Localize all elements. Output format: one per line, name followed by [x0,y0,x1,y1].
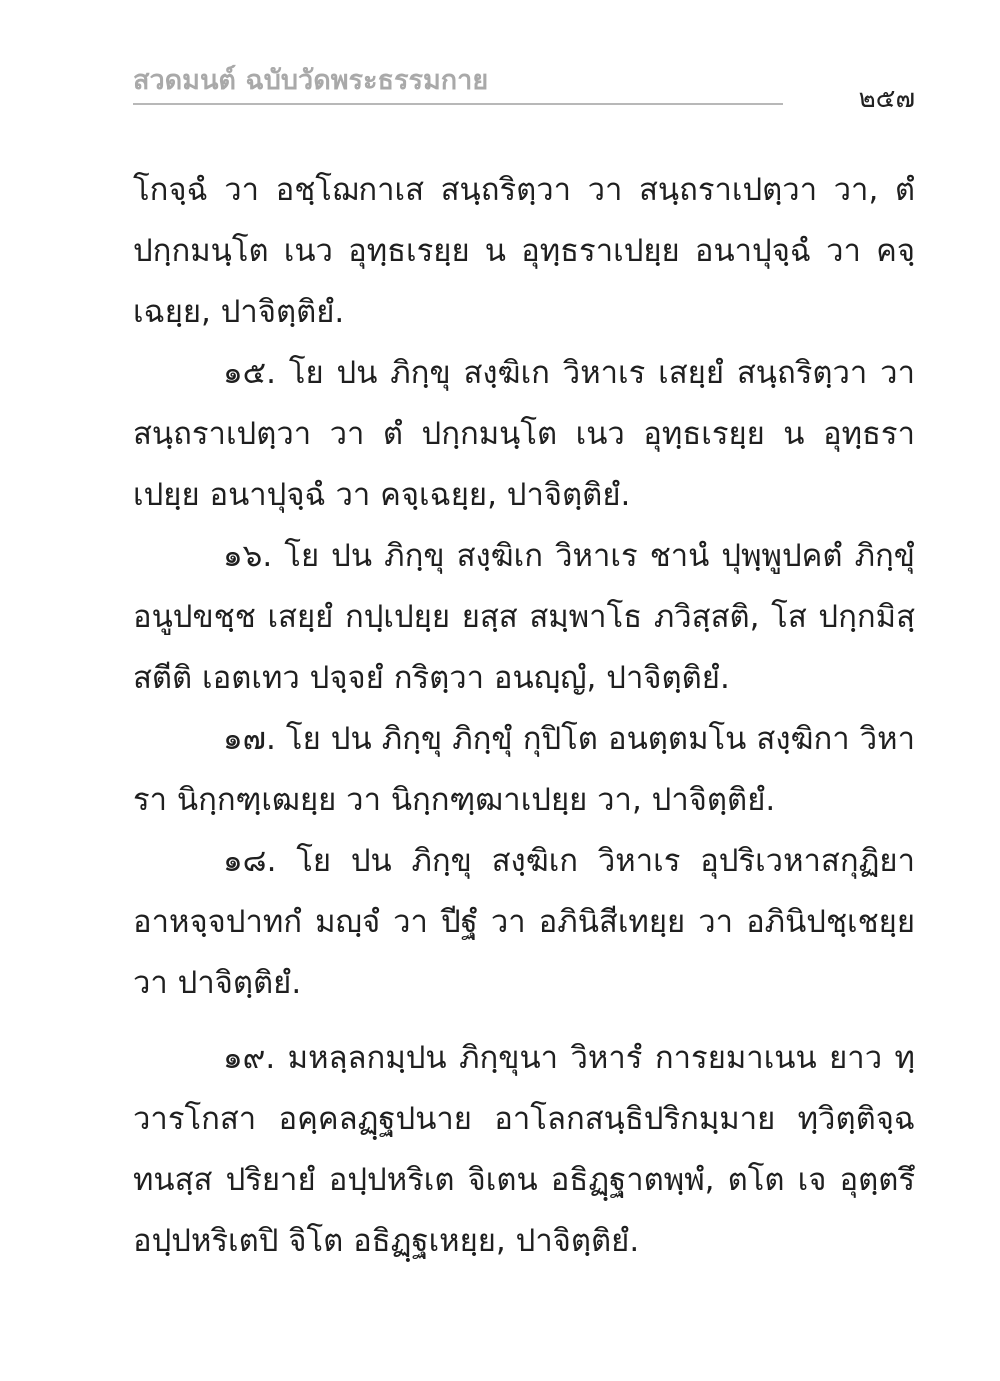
paragraph-rule-18: ๑๘. โย ปน ภิกฺขุ สงฺฆิเก วิหาเร อุปริเวหาสกุฏิยา อาหจฺจปาทกํ มญฺจํ วา ปีฐํ วา อภินิสีเทยฺย วา อภินิปชฺเชยฺย วา ปาจิตฺติยํ. [133,843,915,1001]
page-body [133,160,915,1272]
paragraph-rule-19: ๑๙. มหลฺลกมฺปน ภิกฺขุนา วิหารํ การยมาเนน ยาว ทฺวารโกสา อคฺคลฏฺฐปนาย อาโลกสนฺธิปริกมฺมาย ทฺวิตฺติจฺฉทนสฺส ปริยายํ อปฺปหริเต จิเตน อธิฏฺฐาตพฺพํ, ตโต เจ อุตฺตรึ อปฺปหริเตปิ จิโต อธิฏฺฐเหยฺย, ปาจิตฺติยํ. [133,1040,915,1259]
paragraph-rule-17: ๑๗. โย ปน ภิกฺขุ ภิกฺขุํ กุปิโต อนตฺตมโน สงฺฆิกา วิหารา นิกฺกฑฺเฒยฺย วา นิกฺกฑฺฒาเปยฺย วา, ปาจิตฺติยํ. [133,721,915,818]
running-header-title: สวดมนต์ ฉบับวัดพระธรรมกาย [133,65,489,96]
paragraph-rule-16: ๑๖. โย ปน ภิกฺขุ สงฺฆิเก วิหาเร ชานํ ปุพฺพูปคตํ ภิกฺขุํ อนูปขชฺช เสยฺยํ กปฺเปยฺย ยสฺส สมฺพาโธ ภวิสฺสติ, โส ปกฺกมิสฺสตีติ เอตเทว ปจฺจยํ กริตฺวา อนญฺญํ, ปาจิตฺติยํ. [133,538,915,696]
header-divider [133,103,783,105]
page-number: ๒๕๗ [858,84,915,114]
paragraph-continuation: โกจฺฉํ วา อชฺโฌกาเส สนฺถริตฺวา วา สนฺถราเปตฺวา วา, ตํ ปกฺกมนฺโต เนว อุทฺธเรยฺย น อุทฺธราเปยฺย อนาปุจฺฉํ วา คจฺเฉยฺย, ปาจิตฺติยํ. [133,172,915,330]
paragraph-rule-15: ๑๕. โย ปน ภิกฺขุ สงฺฆิเก วิหาเร เสยฺยํ สนฺถริตฺวา วา สนฺถราเปตฺวา วา ตํ ปกฺกมนฺโต เนว อุทฺธเรยฺย น อุทฺธราเปยฺย อนาปุจฺฉํ วา คจฺเฉยฺย, ปาจิตฺติยํ. [133,355,915,513]
